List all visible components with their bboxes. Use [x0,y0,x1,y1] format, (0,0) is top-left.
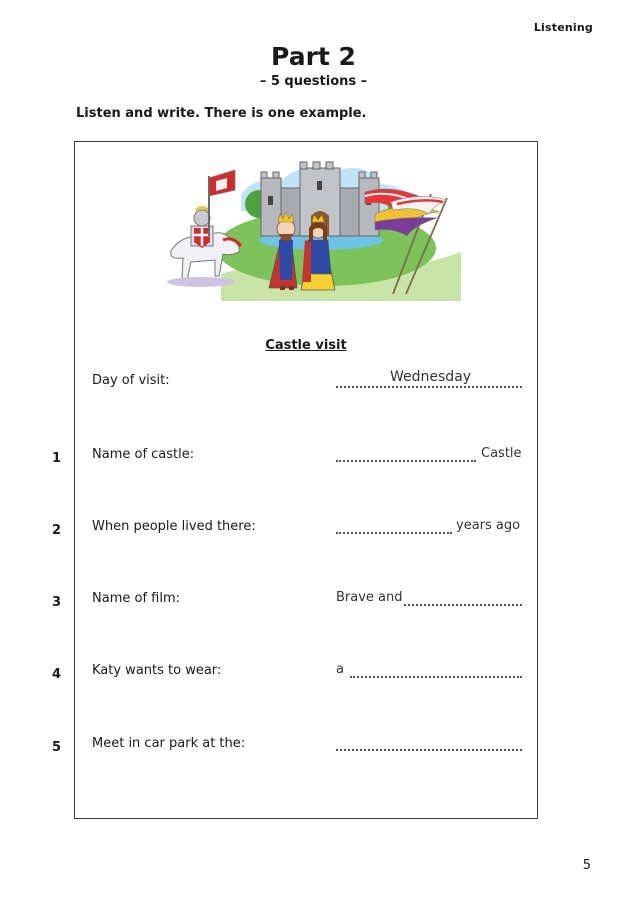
page-subtitle: – 5 questions – [259,74,368,89]
question-label-5: Meet in car park at the: [92,736,246,751]
example-row [75,369,537,391]
question-row-5 [75,732,537,754]
answer-line-5[interactable] [336,732,522,754]
answer-suffix-1: Castle [481,446,522,461]
question-row-4 [75,659,537,681]
answer-suffix-2: years ago [456,518,521,533]
question-number-2: 2 [52,523,62,538]
answer-prefix-4: a [336,662,344,677]
answer-line-1[interactable] [336,443,522,465]
task-box [74,141,538,819]
question-number-3: 3 [52,595,62,610]
question-number-1: 1 [52,451,62,466]
question-label-2: When people lived there: [92,519,256,534]
question-row-1 [75,443,537,465]
form-title: Castle visit [265,338,347,353]
question-number-4: 4 [52,667,62,682]
section-label: Listening [533,21,593,34]
page-title: Part 2 [271,42,356,71]
example-answer-line [336,369,522,391]
answer-prefix-3: Brave and [336,590,403,605]
answer-line-4[interactable] [336,659,522,681]
answer-line-2[interactable] [336,515,522,537]
question-label-3: Name of film: [92,591,180,606]
answer-line-3[interactable] [336,587,522,609]
question-row-3 [75,587,537,609]
castle-illustration [161,156,461,301]
page-number: 5 [582,858,591,873]
question-label-4: Katy wants to wear: [92,663,222,678]
question-label-1: Name of castle: [92,447,195,462]
instruction: Listen and write. There is one example. [76,106,367,121]
question-row-2 [75,515,537,537]
example-answer: Wednesday [390,369,472,385]
question-number-5: 5 [52,740,62,755]
example-label: Day of visit: [92,373,170,388]
